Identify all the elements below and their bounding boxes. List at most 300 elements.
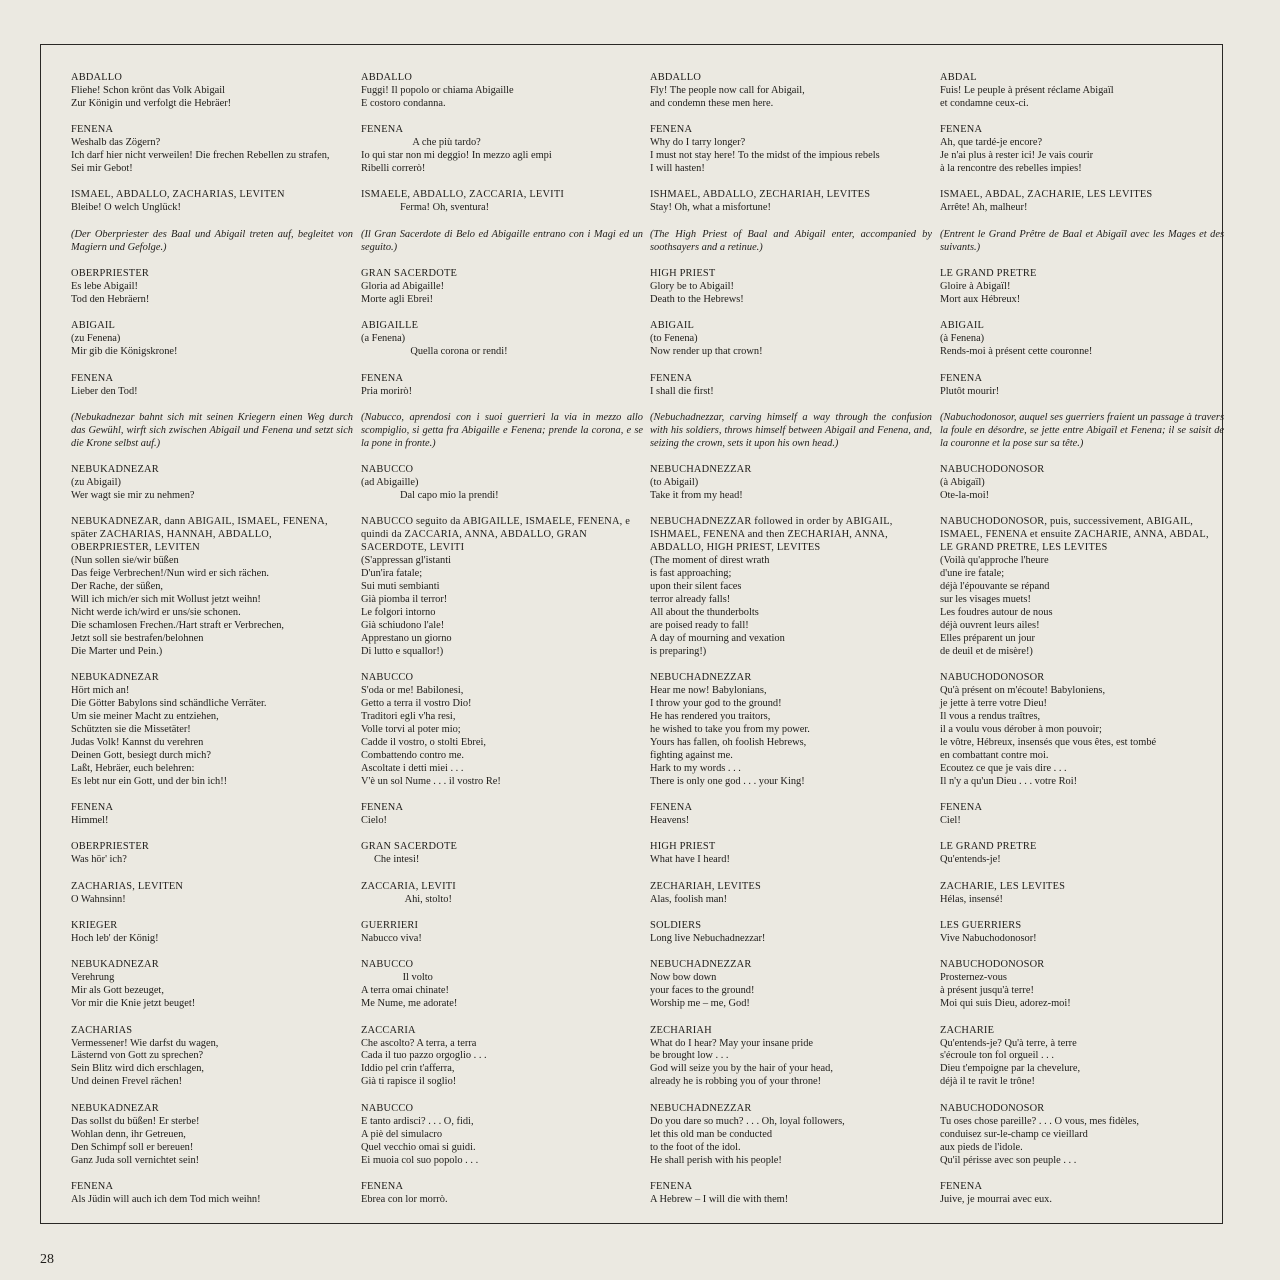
dialogue-block <box>650 1103 932 1168</box>
dialogue-block <box>361 373 643 399</box>
lyric-line: Volle torvi al poter mio; <box>361 724 461 736</box>
dialogue-block <box>650 320 932 359</box>
lyric-line: Già ti rapisce il soglio! <box>361 1076 457 1088</box>
lyric-line: is fast approaching; <box>650 568 732 580</box>
lyric-line: Schützten sie die Missetäter! <box>71 724 191 736</box>
lyric-line: Ei muoia col suo popolo . . . <box>361 1154 479 1166</box>
lyric-line: il a voulu vous dérober à mon pouvoir; <box>940 724 1102 736</box>
lyric-line: Was hör' ich? <box>71 854 127 866</box>
speaker-name: NEBUKADNEZAR <box>71 1102 159 1114</box>
speaker-name: ZACCARIA <box>361 1024 416 1036</box>
speaker-name: ABDALLO <box>650 72 702 83</box>
speaker-name: ZACCARIA, LEVITI <box>361 880 456 892</box>
lyric-line: Will ich mich/er sich mit Wollust jetzt weihn! <box>71 594 261 606</box>
lyric-line: Ferma! Oh, sventura! <box>361 202 490 214</box>
lyric-line: (à Fenena) <box>940 333 985 345</box>
speaker-name: FENENA <box>71 372 114 384</box>
dialogue-block <box>361 672 643 789</box>
speaker-name: ZACHARIE, LES LEVITES <box>940 880 1066 892</box>
lyric-line: Ich darf hier nicht verweilen! Die frechen Rebellen zu strafen, <box>71 150 330 162</box>
lyric-line: Ganz Juda soll vernichtet sein! <box>71 1154 200 1166</box>
dialogue-block <box>650 841 932 867</box>
lyric-line: is preparing!) <box>650 645 707 657</box>
speaker-name: LE GRAND PRETRE <box>940 841 1037 853</box>
lyric-line: upon their silent faces <box>650 581 742 593</box>
lyric-line: A day of mourning and vexation <box>650 632 785 644</box>
speaker-name: FENENA <box>650 802 693 814</box>
speaker-name: FENENA <box>940 802 983 814</box>
lyric-line: to the foot of the idol. <box>650 1141 741 1153</box>
lyric-line: Yours has fallen, oh foolish Hebrews, <box>650 736 807 748</box>
lyric-line: Gloria ad Abigaille! <box>361 281 445 292</box>
lyric-line: Qu'entends-je! <box>940 854 1001 866</box>
lyric-line: Plutôt mourir! <box>940 385 1000 397</box>
lyric-line: (à Abigaïl) <box>940 477 985 489</box>
speaker-name: FENENA <box>650 372 693 384</box>
dialogue-block <box>940 189 1224 215</box>
lyric-line: de deuil et de misère!) <box>940 645 1033 657</box>
lyric-line: Und deinen Frevel rächen! <box>71 1076 183 1088</box>
lyric-line: (a Fenena) <box>361 333 406 345</box>
lyric-line: Hark to my words . . . <box>650 762 741 774</box>
lyric-line: Alas, foolish man! <box>650 893 728 905</box>
lyric-line: Prosternez-vous <box>940 972 1007 984</box>
speaker-name: OBERPRIESTER <box>71 841 150 853</box>
lyric-line: Combattendo contro me. <box>361 749 465 761</box>
lyric-line: E tanto ardisci? . . . O, fidi, <box>361 1115 474 1127</box>
speaker-name: FENENA <box>71 1180 114 1192</box>
speaker-name: ISMAEL, ABDAL, ZACHARIE, LES LEVITES <box>940 189 1153 201</box>
dialogue-block <box>361 881 643 907</box>
speaker-name: FENENA <box>650 1180 693 1192</box>
dialogue-block <box>940 124 1224 176</box>
dialogue-block <box>650 672 932 789</box>
speaker-name: ABIGAILLE <box>361 320 419 332</box>
dialogue-block <box>71 881 353 907</box>
dialogue-block <box>361 268 643 307</box>
lyric-line: terror already falls! <box>650 594 731 606</box>
dialogue-block <box>650 464 932 503</box>
dialogue-block <box>361 1181 643 1207</box>
lyric-line: Ascoltate i detti miei . . . <box>361 762 464 774</box>
speaker-name: FENENA <box>361 372 404 384</box>
dialogue-block <box>71 802 353 828</box>
speaker-name: KRIEGER <box>71 920 118 932</box>
speaker-name: LES GUERRIERS <box>940 920 1022 932</box>
lyric-line: All about the thunderbolts <box>650 607 759 619</box>
lyric-line: Heavens! <box>650 815 690 827</box>
lyric-line: Zur Königin und verfolgt die Hebräer! <box>71 97 232 109</box>
lyric-line: Ecoutez ce que je vais dire . . . <box>940 762 1067 774</box>
lyric-line: Vive Nabuchodonosor! <box>940 933 1037 945</box>
column-italian <box>361 72 643 1220</box>
lyric-line: What have I heard! <box>650 854 730 866</box>
dialogue-block <box>940 464 1224 503</box>
lyric-line: Jetzt soll sie bestrafen/belohnen <box>71 632 204 644</box>
lyric-line: Nicht werde ich/wird er uns/sie schonen. <box>71 607 241 619</box>
dialogue-block <box>71 1103 353 1168</box>
stage-direction: (Nebukadnezar bahnt sich mit seinen Kriegern einen Weg durch das Gewühl, wirft sich zwischen Abigail und Fenena und setzt sich die Krone selbst auf.) <box>71 411 353 449</box>
stage-direction: (Nebuchadnezzar, carving himself a way through the confusion with his soldiers, throws himself between Abigail and Fenena, and, seizing the crown, sets it upon his own head.) <box>650 411 932 449</box>
speaker-name: NABUCCO <box>361 1102 414 1114</box>
dialogue-block <box>650 802 932 828</box>
lyric-line: sur les visages muets! <box>940 594 1031 606</box>
lyric-line: He has rendered you traitors, <box>650 711 771 723</box>
lyric-line: I will hasten! <box>650 163 705 175</box>
dialogue-block <box>71 189 353 215</box>
dialogue-block <box>650 373 932 399</box>
lyric-line: E costoro condanna. <box>361 97 446 109</box>
dialogue-block <box>71 464 353 503</box>
dialogue-block <box>940 841 1224 867</box>
lyric-line: Um sie meiner Macht zu entziehen, <box>71 711 219 723</box>
speaker-name: NEBUCHADNEZZAR <box>650 1102 752 1114</box>
lyric-line: Death to the Hebrews! <box>650 293 744 305</box>
dialogue-block <box>650 1181 932 1207</box>
speaker-name: NABUCHODONOSOR, puis, successivement, ABIGAIL, ISMAEL, FENENA et ensuite ZACHARIE, ANNA, ABDAL, LE GRAND PRETRE, LES LEVITES <box>940 516 1209 554</box>
speaker-name: NABUCCO seguito da ABIGAILLE, ISMAELE, FENENA, e quindi da ZACCARIA, ANNA, ABDALLO, GRAN SACERDOTE, LEVITI <box>361 516 631 554</box>
speaker-name: NABUCCO <box>361 672 414 684</box>
speaker-name: ABDALLO <box>71 72 123 83</box>
speaker-name: FENENA <box>71 124 114 136</box>
lyric-line: Je n'ai plus à rester ici! Je vais courir <box>940 150 1094 162</box>
lyric-line: Verehrung <box>71 972 115 984</box>
lyric-line: Apprestano un giorno <box>361 632 452 644</box>
lyric-line: Sei mir Gebot! <box>71 163 133 175</box>
lyric-line: (ad Abigaille) <box>361 477 419 489</box>
lyric-line: Nabucco viva! <box>361 933 422 945</box>
lyric-line: (to Fenena) <box>650 333 698 345</box>
lyric-line: What do I hear? May your insane pride <box>650 1037 814 1049</box>
dialogue-block <box>361 464 643 503</box>
speaker-name: ABDAL <box>940 72 977 83</box>
speaker-name: FENENA <box>361 124 404 136</box>
lyric-line: Worship me – me, God! <box>650 998 750 1010</box>
speaker-name: NEBUKADNEZAR <box>71 959 159 971</box>
lyric-line: Vermessener! Wie darfst du wagen, <box>71 1037 219 1049</box>
dialogue-block <box>940 920 1224 946</box>
lyric-line: I throw your god to the ground! <box>650 698 782 710</box>
lyric-line: S'oda or me! Babilonesi, <box>361 685 464 697</box>
lyric-line: Das feige Verbrechen!/Nun wird er sich rächen. <box>71 568 270 580</box>
lyric-line: conduisez sur-le-champ ce vieillard <box>940 1128 1088 1140</box>
lyric-line: Morte agli Ebrei! <box>361 293 434 305</box>
lyric-line: Fly! The people now call for Abigail, <box>650 84 805 96</box>
speaker-name: ABDALLO <box>361 72 413 83</box>
dialogue-block <box>71 920 353 946</box>
lyric-line: Cielo! <box>361 815 387 827</box>
lyric-line: Den Schimpf soll er bereuen! <box>71 1141 194 1153</box>
dialogue-block <box>361 72 643 111</box>
speaker-name: GRAN SACERDOTE <box>361 841 458 853</box>
lyric-line: Juive, je mourrai avec eux. <box>940 1193 1052 1205</box>
lyric-line: Die Götter Babylons sind schändliche Verräter. <box>71 698 267 710</box>
lyric-line: Cada il tuo pazzo orgoglio . . . <box>361 1050 487 1062</box>
lyric-line: Qu'entends-je? Qu'à terre, à terre <box>940 1037 1077 1049</box>
lyric-line: Ribelli correrò! <box>361 163 426 175</box>
lyric-line: Stay! Oh, what a misfortune! <box>650 202 771 214</box>
stage-direction: (Nabucco, aprendosi con i suoi guerrieri la via in mezzo allo scompiglio, si getta fra Abigaille e Fenena; prende la corona, e se la pone in fronte.) <box>361 411 643 449</box>
lyric-line: O Wahnsinn! <box>71 893 126 905</box>
dialogue-block <box>71 959 353 1011</box>
lyric-line: Fliehe! Schon krönt das Volk Abigail <box>71 84 226 96</box>
lyric-line: (Nun sollen sie/wir büßen <box>71 555 179 567</box>
speaker-name: GRAN SACERDOTE <box>361 268 458 280</box>
lyric-line: Judas Volk! Kannst du verehren <box>71 736 204 748</box>
lyric-line: He shall perish with his people! <box>650 1154 782 1166</box>
dialogue-block <box>361 802 643 828</box>
lyric-line: Io qui star non mi deggio! In mezzo agli empi <box>361 150 552 162</box>
speaker-name: NABUCHODONOSOR <box>940 672 1045 684</box>
speaker-name: OBERPRIESTER <box>71 268 150 280</box>
lyric-line: Mort aux Hébreux! <box>940 293 1021 305</box>
lyric-line: Weshalb das Zögern? <box>71 137 161 149</box>
lyric-line: Der Rache, der süßen, <box>71 581 164 593</box>
dialogue-block <box>940 881 1224 907</box>
dialogue-block <box>71 1025 353 1090</box>
speaker-name: NEBUKADNEZAR <box>71 464 159 476</box>
stage-direction: (Nabuchodonosor, auquel ses guerriers fraient un passage à travers la foule en désordre, se jette entre Abigaïl et Fenena; il se saisit de la couronne et la pose sur sa tête.) <box>940 411 1224 449</box>
dialogue-block <box>361 1103 643 1168</box>
lyric-line: Rends-moi à présent cette couronne! <box>940 346 1093 358</box>
dialogue-block <box>650 72 932 111</box>
lyric-line: are poised ready to fall! <box>650 619 749 631</box>
dialogue-block <box>361 516 643 658</box>
lyric-line: à présent jusqu'à terre! <box>940 985 1034 997</box>
lyric-line: (zu Abigail) <box>71 477 121 489</box>
speaker-name: FENENA <box>71 802 114 814</box>
lyric-line: déjà l'épouvante se répand <box>940 581 1050 593</box>
lyric-line: déjà ouvrent leurs ailes! <box>940 619 1040 631</box>
lyric-line: he wished to take you from my power. <box>650 724 810 736</box>
speaker-name: ABIGAIL <box>71 320 116 332</box>
lyric-line: already he is robbing you of your throne! <box>650 1076 822 1088</box>
page-number: 28 <box>40 1252 54 1267</box>
lyric-line: en combattant contre moi. <box>940 749 1049 761</box>
lyric-line: Hört mich an! <box>71 685 130 697</box>
lyric-line: Arrête! Ah, malheur! <box>940 202 1028 214</box>
lyric-line: Hear me now! Babylonians, <box>650 685 767 697</box>
lyric-line: Mir als Gott bezeuget, <box>71 985 164 997</box>
lyric-line: A Hebrew – I will die with them! <box>650 1193 789 1205</box>
lyric-line: (to Abigail) <box>650 477 699 489</box>
dialogue-block <box>650 959 932 1011</box>
dialogue-block <box>940 373 1224 399</box>
lyric-line: I shall die first! <box>650 385 714 397</box>
speaker-name: ISMAELE, ABDALLO, ZACCARIA, LEVITI <box>361 189 565 201</box>
speaker-name: ZECHARIAH <box>650 1024 712 1036</box>
lyric-line: Lästernd von Gott zu sprechen? <box>71 1050 204 1062</box>
stage-direction: (Der Oberpriester des Baal und Abigail treten auf, begleitet von Magiern und Gefolge.) <box>71 228 353 253</box>
lyric-line: (S'appressan gl'istanti <box>361 555 452 567</box>
speaker-name: NEBUKADNEZAR <box>71 672 159 684</box>
speaker-name: FENENA <box>650 124 693 136</box>
dialogue-block <box>361 320 643 359</box>
speaker-name: ABIGAIL <box>650 320 695 332</box>
stage-direction: (The High Priest of Baal and Abigail enter, accompanied by soothsayers and a retinue.) <box>650 228 932 253</box>
dialogue-block <box>650 516 932 658</box>
lyric-line: Sein Blitz wird dich erschlagen, <box>71 1063 205 1075</box>
lyric-line: A che più tardo? <box>361 137 481 149</box>
speaker-name: NEBUKADNEZAR, dann ABIGAIL, ISMAEL, FENENA, später ZACHARIAS, HANNAH, ABDALLO, OBERPRIESTER, LEVITEN <box>71 516 328 554</box>
lyric-line: Hélas, insensé! <box>940 893 1003 905</box>
lyric-line: Tod den Hebräern! <box>71 293 150 305</box>
speaker-name: ISHMAEL, ABDALLO, ZECHARIAH, LEVITES <box>650 189 871 201</box>
speaker-name: NEBUCHADNEZZAR followed in order by ABIGAIL, ISHMAEL, FENENA and then ZECHARIAH, ANNA, ABDALLO, HIGH PRIEST, LEVITES <box>650 516 893 554</box>
lyric-line: be brought low . . . <box>650 1050 729 1062</box>
dialogue-block <box>71 516 353 658</box>
lyric-line: Pria morirò! <box>361 385 413 397</box>
lyric-line: and condemn these men here. <box>650 97 774 109</box>
dialogue-block <box>71 841 353 867</box>
speaker-name: LE GRAND PRETRE <box>940 268 1037 280</box>
lyric-line: s'écroule ton fol orgueil . . . <box>940 1050 1054 1062</box>
dialogue-block <box>361 189 643 215</box>
dialogue-block <box>361 920 643 946</box>
speaker-name: NABUCHODONOSOR <box>940 1102 1045 1114</box>
lyric-line: Qu'à présent on m'écoute! Babyloniens, <box>940 685 1106 697</box>
speaker-name: NABUCHODONOSOR <box>940 959 1045 971</box>
lyric-line: Vor mir die Knie jetzt beuget! <box>71 998 196 1010</box>
lyric-line: Wer wagt sie mir zu nehmen? <box>71 490 195 501</box>
lyric-line: Di lutto e squallor!) <box>361 645 444 657</box>
speaker-name: NABUCHODONOSOR <box>940 464 1045 476</box>
lyric-line: Iddio pel crin t'afferra, <box>361 1063 455 1075</box>
lyric-line: Das sollst du büßen! Er sterbe! <box>71 1115 200 1127</box>
lyric-line: your faces to the ground! <box>650 985 755 997</box>
lyric-line: Tu oses chose pareille? . . . O vous, mes fidèles, <box>940 1115 1140 1127</box>
lyric-line: Les foudres autour de nous <box>940 607 1053 619</box>
speaker-name: FENENA <box>940 1180 983 1192</box>
lyric-line: déjà il te ravit le trône! <box>940 1076 1035 1088</box>
lyric-line: Gloire à Abigaïl! <box>940 281 1011 292</box>
lyric-line: fighting against me. <box>650 749 733 761</box>
lyric-line: Why do I tarry longer? <box>650 137 746 149</box>
lyric-line: Fuggi! Il popolo or chiama Abigaille <box>361 84 514 96</box>
lyric-line: Himmel! <box>71 815 109 827</box>
speaker-name: HIGH PRIEST <box>650 841 716 853</box>
dialogue-block <box>940 516 1224 658</box>
lyric-line: V'è un sol Nume . . . il vostro Re! <box>361 775 501 787</box>
speaker-name: HIGH PRIEST <box>650 268 716 280</box>
speaker-name: NEBUCHADNEZZAR <box>650 672 752 684</box>
lyric-line: (The moment of direst wrath <box>650 555 770 567</box>
speaker-name: GUERRIERI <box>361 920 419 932</box>
lyric-line: I must not stay here! To the midst of the impious rebels <box>650 150 880 162</box>
lyric-line: Fuis! Le peuple à présent réclame Abigaïl <box>940 84 1114 96</box>
dialogue-block <box>361 841 643 867</box>
lyric-line: Deinen Gott, besiegt durch mich? <box>71 749 211 761</box>
lyric-line: Als Jüdin will auch ich dem Tod mich weihn! <box>71 1193 261 1205</box>
lyric-line: let this old man be conducted <box>650 1128 773 1140</box>
lyric-line: Getto a terra il vostro Dio! <box>361 698 472 710</box>
speaker-name: ZECHARIAH, LEVITES <box>650 880 761 892</box>
lyric-line: Es lebt nur ein Gott, und der bin ich!! <box>71 775 228 787</box>
lyric-line: God will seize you by the hair of your head, <box>650 1063 833 1075</box>
speaker-name: FENENA <box>361 1180 404 1192</box>
dialogue-block <box>940 959 1224 1011</box>
lyric-line: Dal capo mio la prendi! <box>361 490 499 501</box>
lyric-line: A terra omai chinate! <box>361 985 449 997</box>
lyric-line: D'un'ira fatale; <box>361 568 423 580</box>
lyric-line: Il n'y a qu'un Dieu . . . votre Roi! <box>940 775 1078 787</box>
speaker-name: ZACHARIAS, LEVITEN <box>71 880 184 892</box>
lyric-line: Me Nume, me adorate! <box>361 998 458 1010</box>
lyric-line: A piè del simulacro <box>361 1128 443 1140</box>
lyric-line: Qu'il périsse avec son peuple . . . <box>940 1154 1077 1166</box>
lyric-line: Ote-la-moi! <box>940 490 990 501</box>
lyric-line: Mir gib die Königskrone! <box>71 346 178 358</box>
lyric-line: d'une ire fatale; <box>940 568 1005 580</box>
lyric-line: Hoch leb' der König! <box>71 933 159 945</box>
dialogue-block <box>650 268 932 307</box>
dialogue-block <box>650 1025 932 1090</box>
lyric-line: Già schiudono l'ale! <box>361 619 445 631</box>
lyric-line: Wohlan denn, ihr Getreuen, <box>71 1128 186 1140</box>
lyric-line: Moi qui suis Dieu, adorez-moi! <box>940 998 1071 1010</box>
dialogue-block <box>940 72 1224 111</box>
lyric-line: Now render up that crown! <box>650 346 763 358</box>
dialogue-block <box>940 802 1224 828</box>
lyric-line: Lieber den Tod! <box>71 385 138 397</box>
speaker-name: FENENA <box>361 802 404 814</box>
lyric-line: Sui muti sembianti <box>361 581 440 593</box>
column-english <box>650 72 932 1220</box>
lyric-line: Glory be to Abigail! <box>650 281 734 292</box>
dialogue-block <box>650 881 932 907</box>
lyric-line: Now bow down <box>650 972 717 984</box>
column-german <box>71 72 353 1220</box>
lyric-line: Long live Nebuchadnezzar! <box>650 933 766 945</box>
dialogue-block <box>71 373 353 399</box>
lyric-line: et condamne ceux-ci. <box>940 97 1029 109</box>
dialogue-block <box>71 124 353 176</box>
dialogue-block <box>940 1103 1224 1168</box>
lyric-line: Elles préparent un jour <box>940 632 1035 644</box>
speaker-name: FENENA <box>940 124 983 136</box>
lyric-line: Ebrea con lor morrò. <box>361 1193 448 1205</box>
lyric-line: Die Marter und Pein.) <box>71 645 163 657</box>
dialogue-block <box>940 672 1224 789</box>
lyric-line: Die schamlosen Frechen./Hart straft er Verbrechen, <box>71 619 285 631</box>
lyric-line: Il vous a rendus traîtres, <box>940 711 1041 723</box>
speaker-name: ISMAEL, ABDALLO, ZACHARIAS, LEVITEN <box>71 189 285 201</box>
speaker-name: ZACHARIE <box>940 1024 995 1036</box>
lyric-line: Traditori egli v'ha resi, <box>361 711 456 723</box>
speaker-name: SOLDIERS <box>650 920 702 932</box>
dialogue-block <box>940 1181 1224 1207</box>
lyric-line: Take it from my head! <box>650 490 743 501</box>
speaker-name: NEBUCHADNEZZAR <box>650 959 752 971</box>
lyric-line: Il volto <box>361 972 433 984</box>
speaker-name: NABUCCO <box>361 464 414 476</box>
dialogue-block <box>71 72 353 111</box>
lyric-line: Che ascolto? A terra, a terra <box>361 1037 477 1049</box>
lyric-line: aux pieds de l'idole. <box>940 1141 1023 1153</box>
lyric-line: je jette à terre votre Dieu! <box>940 698 1048 710</box>
dialogue-block <box>940 1025 1224 1090</box>
dialogue-block <box>71 320 353 359</box>
speaker-name: ZACHARIAS <box>71 1024 133 1036</box>
dialogue-block <box>361 1025 643 1090</box>
lyric-line: Che intesi! <box>361 854 420 866</box>
lyric-line: Dieu t'empoigne par la chevelure, <box>940 1063 1081 1075</box>
stage-direction: (Entrent le Grand Prêtre de Baal et Abigaïl avec les Mages et des suivants.) <box>940 228 1224 253</box>
dialogue-block <box>940 268 1224 307</box>
dialogue-block <box>361 959 643 1011</box>
dialogue-block <box>650 124 932 176</box>
lyric-line: Do you dare so much? . . . Oh, loyal followers, <box>650 1115 845 1127</box>
